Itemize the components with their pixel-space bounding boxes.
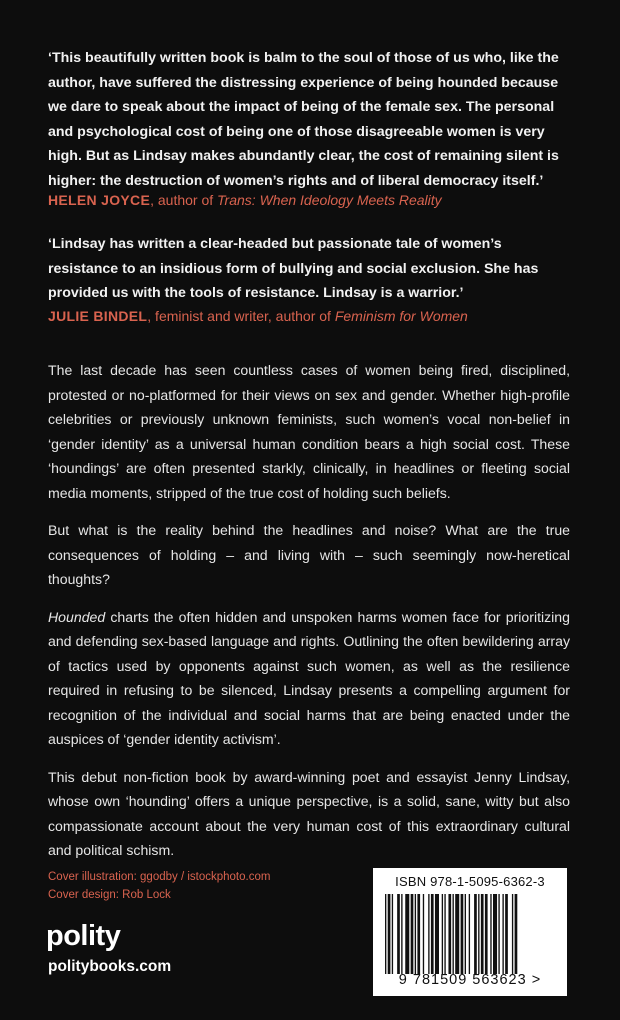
blurb-paragraph: This debut non-fiction book by award-winning poet and essayist Jenny Lindsay, whose own ‘hounding’ offers a unique perspective, is a solid, sane, witty but also compassionate account about the very human cost of this extraordinary cultural and political schism.: [48, 768, 570, 858]
barcode-bar: [392, 894, 393, 974]
barcode-digits: 9 781509 563623 >: [398, 972, 542, 988]
barcode-bar: [435, 894, 439, 974]
cover-credits: [48, 868, 270, 904]
book-blurb: [48, 358, 570, 876]
isbn-barcode: [373, 868, 567, 996]
barcode-bar: [461, 894, 464, 974]
attribution-work: Trans: When Ideology Meets Reality: [217, 192, 442, 208]
blurb-paragraph: Hounded charts the often hidden and unspoken harms women face for prioritizing and defending sex-based language and rights. Outlining the often bewildering array of tactics used by opponents against such women, as well as the resilience required in refusing to be silenced, Lindsay presents a compelling argument for recognition of the individual and social harms that are being enacted under the auspices of ‘gender identity activism’.: [48, 608, 570, 747]
barcode-bar: [411, 894, 414, 974]
isbn-label: ISBN 978-1-5095-6362-3: [395, 874, 545, 889]
publisher-website: politybooks.com: [48, 958, 172, 975]
quote-julie-bindel: ‘Lindsay has written a clear-headed but passionate tale of women’s resistance to an insidious form of bullying and social exclusion. She has provided us with the tools of resistance. Lindsay is a warrior.’: [48, 236, 539, 301]
barcode-bar: [498, 894, 499, 974]
barcode-bar: [405, 894, 409, 974]
attribution-name: JULIE BINDEL: [48, 308, 148, 324]
barcode-bar: [505, 894, 508, 974]
barcode-bar: [485, 894, 488, 974]
blurb-paragraph: But what is the reality behind the headlines and noise? What are the true consequences of holding – and living with – such seemingly now-heretical thoughts?: [48, 522, 570, 587]
barcode-bar: [481, 894, 484, 974]
barcode-bar: [493, 894, 497, 974]
publisher-logo: polity: [46, 920, 121, 952]
barcode-bar: [469, 894, 470, 974]
barcode-bar: [401, 894, 402, 974]
book-title: Hounded: [48, 608, 106, 625]
barcode-bar: [478, 894, 479, 974]
design-credit: Cover design: Rob Lock: [48, 889, 171, 901]
barcode-bar: [415, 894, 416, 974]
barcode-bar: [455, 894, 459, 974]
barcode-bars-icon: [385, 894, 553, 974]
barcode-bar: [417, 894, 420, 974]
illustration-credit: Cover illustration: ggodby / istockphoto.com: [48, 871, 271, 883]
attribution-name: HELEN JOYCE: [48, 192, 151, 208]
barcode-bar: [431, 894, 434, 974]
barcode-bar: [442, 894, 443, 974]
attribution-julie-bindel: [48, 306, 588, 326]
blurb-paragraph: The last decade has seen countless cases of women being fired, disciplined, protested or no-platformed for their views on sex and gender. Whether high-profile celebrities or previously unknown feminists, such women’s vocal non-belief in ‘gender identity’ as a universal human condition bears a high social cost. These ‘houndings’ are often presented starkly, clinically, in headlines or fleeting social media moments, stripped of the true cost of holding such beliefs.: [48, 362, 570, 501]
attribution-work: Feminism for Women: [334, 308, 468, 324]
barcode-bar: [397, 894, 400, 974]
barcode-bar: [453, 894, 454, 974]
barcode-bar: [465, 894, 466, 974]
barcode-bar: [512, 894, 513, 974]
barcode-bar: [448, 894, 451, 974]
barcode-bar: [474, 894, 477, 974]
barcode-bar: [444, 894, 445, 974]
barcode-bar: [385, 894, 386, 974]
barcode-bar: [388, 894, 391, 974]
attribution-helen-joyce: [48, 190, 588, 210]
attribution-role: , feminist and writer, author of: [147, 308, 335, 324]
barcode-bar: [423, 894, 424, 974]
attribution-role: , author of: [150, 192, 218, 208]
barcode-bar: [490, 894, 491, 974]
barcode-bar: [428, 894, 429, 974]
barcode-bar: [502, 894, 503, 974]
barcode-bar: [515, 894, 518, 974]
quote-helen-joyce: ‘This beautifully written book is balm to the soul of those of us who, like the author, have suffered the distressing experience of being hounded because we dare to speak about the impact of being of the female sex. The personal and psychological cost of being one of those disagreeable women is very high. But as Lindsay makes abundantly clear, the cost of remaining silent is higher: the destruction of women’s rights and of liberal democracy itself.’: [48, 50, 559, 189]
